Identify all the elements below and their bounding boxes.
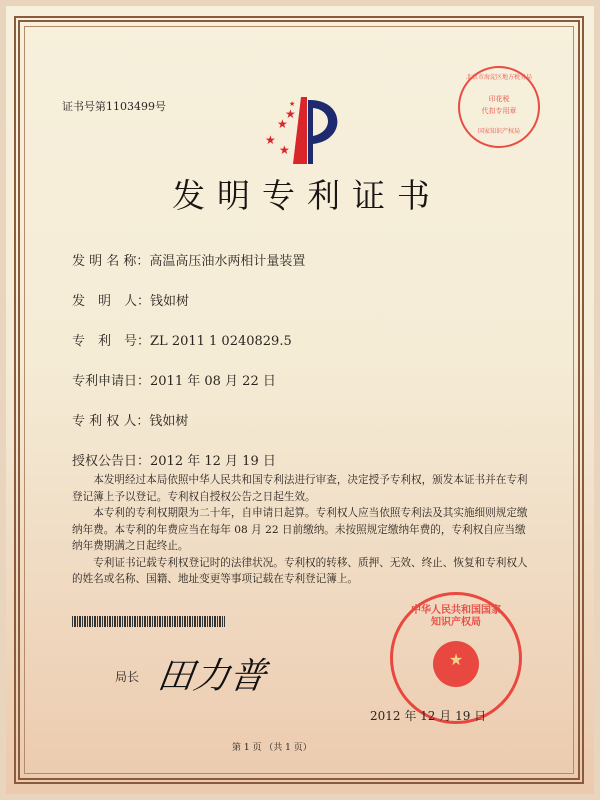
field-grant-date (72, 450, 276, 469)
svg-text:★: ★ (279, 143, 290, 157)
national-emblem-icon: ★ (433, 641, 479, 687)
field-label: 发 明 名 称： (72, 254, 150, 269)
paragraph: 本发明经过本局依照中华人民共和国专利法进行审查，决定授予专利权，颁发本证书并在专利登记簿上予以登记。专利权自授权公告之日起生效。 (72, 474, 528, 503)
svg-text:★: ★ (285, 107, 296, 121)
svg-text:★: ★ (265, 133, 276, 147)
seal-line: 代扣专用章 (481, 107, 517, 115)
field-application-date (72, 370, 276, 389)
page-info: 第 1 页 （共 1 页） (232, 743, 312, 753)
field-value: 2012 年 12 月 19 日 (150, 454, 276, 469)
field-label: 授权公告日： (72, 454, 151, 469)
field-patentee (72, 410, 188, 429)
field-label: 专 利 权 人： (72, 414, 150, 429)
field-label: 发 明 人： (72, 294, 151, 309)
certificate-number: 证书号第1103499号 (62, 100, 166, 113)
paragraph: 本专利的专利权期限为二十年，自申请日起算。专利权人应当依照专利法及其实施细则规定缴纳年费。本专利的年费应当在每年 08 月 22 日前缴纳。未按照规定缴纳年费的，专利权自应当缴纳年费期满之日起终止。 (72, 507, 528, 552)
legal-text (72, 472, 530, 588)
page-title: 发明专利证书 (172, 176, 442, 215)
paragraph: 专利证书记载专利权登记时的法律状况。专利权的转移、质押、无效、终止、恢复和专利权人的姓名或名称、国籍、地址变更等事项记载在专利登记簿上。 (72, 556, 528, 585)
field-label: 专利申请日： (72, 374, 151, 389)
field-value: 2011 年 08 月 22 日 (150, 374, 276, 389)
field-value: ZL 2011 1 0240829.5 (150, 334, 292, 349)
svg-text:★: ★ (289, 100, 296, 108)
field-value: 高温高压油水两相计量装置 (149, 254, 306, 269)
field-value: 钱如树 (149, 414, 189, 429)
field-invention-name (72, 250, 305, 269)
field-value: 钱如树 (150, 294, 190, 309)
issue-date: 2012 年 12 月 19 日 (370, 709, 487, 723)
barcode (72, 616, 225, 627)
seal-line: 印花税 (488, 95, 510, 103)
director-signature: 田力普 (154, 656, 269, 697)
field-inventor (72, 290, 189, 309)
patent-office-logo (255, 92, 345, 167)
official-seal (390, 592, 522, 724)
seal-bottom-text: 国家知识产权局 (477, 128, 520, 135)
director-label: 局长 (115, 670, 140, 684)
field-label: 专 利 号： (72, 334, 151, 349)
field-patent-number (72, 330, 292, 349)
stamp-duty-seal (458, 66, 540, 148)
seal-text: 中华人民共和国国家知识产权局 (411, 605, 501, 628)
svg-text:★: ★ (277, 117, 288, 131)
seal-ring-text: 北京市海淀区地方税务局 (465, 74, 532, 81)
